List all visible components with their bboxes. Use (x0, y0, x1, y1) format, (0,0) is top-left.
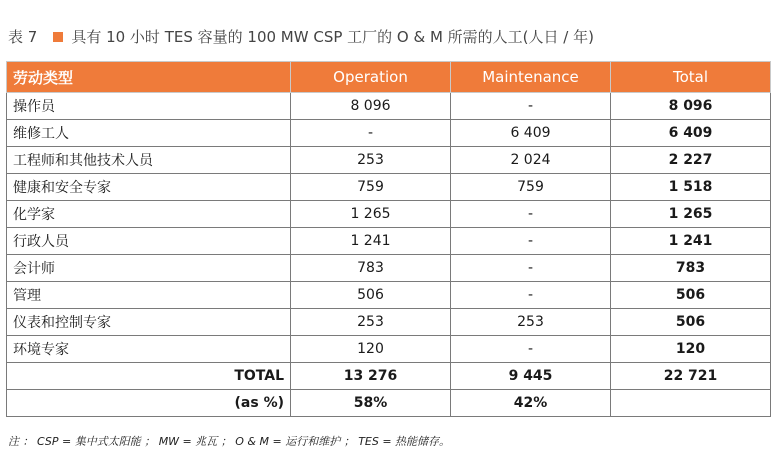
labour-type-cell: 工程师和其他技术人员 (7, 147, 291, 174)
labour-table (6, 61, 771, 417)
operation-cell: - (291, 120, 451, 147)
total-cell: 120 (611, 336, 771, 363)
maintenance-cell: - (451, 201, 611, 228)
table-row (7, 309, 771, 336)
header-total: Total (611, 62, 771, 93)
maintenance-cell: - (451, 282, 611, 309)
operation-total: 13 276 (291, 363, 451, 390)
maintenance-percent: 42% (451, 390, 611, 417)
table-row (7, 93, 771, 120)
table-row (7, 147, 771, 174)
operation-cell: 759 (291, 174, 451, 201)
header-operation: Operation (291, 62, 451, 93)
labour-type-cell: 环境专家 (7, 336, 291, 363)
total-cell: 1 265 (611, 201, 771, 228)
total-cell: 8 096 (611, 93, 771, 120)
total-cell: 2 227 (611, 147, 771, 174)
percent-label: (as %) (7, 390, 291, 417)
labour-type-cell: 操作员 (7, 93, 291, 120)
table-title: 具有 10 小时 TES 容量的 100 MW CSP 工厂的 O & M 所需的人工(人日 / 年) (71, 28, 594, 46)
grand-total: 22 721 (611, 363, 771, 390)
operation-cell: 783 (291, 255, 451, 282)
header-labour-type: 劳动类型 (7, 62, 291, 93)
table-row (7, 228, 771, 255)
table-row (7, 336, 771, 363)
operation-cell: 253 (291, 309, 451, 336)
maintenance-cell: 2 024 (451, 147, 611, 174)
total-cell: 783 (611, 255, 771, 282)
percent-row (7, 390, 771, 417)
footnote: 注 ： CSP = 集中式太阳能 ； MW = 兆瓦 ； O & M = 运行和维护 ； TES = 热能储存。 (8, 435, 451, 448)
total-cell: 506 (611, 282, 771, 309)
maintenance-cell: - (451, 93, 611, 120)
total-cell: 1 241 (611, 228, 771, 255)
table-row (7, 282, 771, 309)
maintenance-cell: 6 409 (451, 120, 611, 147)
operation-cell: 253 (291, 147, 451, 174)
labour-type-cell: 行政人员 (7, 228, 291, 255)
table-number: 表 7 (8, 28, 38, 46)
table-row (7, 201, 771, 228)
total-row (7, 363, 771, 390)
operation-cell: 506 (291, 282, 451, 309)
labour-type-cell: 化学家 (7, 201, 291, 228)
operation-cell: 1 241 (291, 228, 451, 255)
maintenance-cell: - (451, 228, 611, 255)
header-maintenance: Maintenance (451, 62, 611, 93)
operation-percent: 58% (291, 390, 451, 417)
total-label: TOTAL (7, 363, 291, 390)
table-row (7, 120, 771, 147)
labour-type-cell: 仪表和控制专家 (7, 309, 291, 336)
labour-type-cell: 健康和安全专家 (7, 174, 291, 201)
labour-type-cell: 维修工人 (7, 120, 291, 147)
operation-cell: 8 096 (291, 93, 451, 120)
maintenance-total: 9 445 (451, 363, 611, 390)
labour-type-cell: 管理 (7, 282, 291, 309)
total-cell: 6 409 (611, 120, 771, 147)
total-cell: 1 518 (611, 174, 771, 201)
operation-cell: 120 (291, 336, 451, 363)
labour-type-cell: 会计师 (7, 255, 291, 282)
table-caption (8, 26, 594, 47)
maintenance-cell: 253 (451, 309, 611, 336)
operation-cell: 1 265 (291, 201, 451, 228)
header-row (7, 62, 771, 93)
total-percent (611, 390, 771, 417)
maintenance-cell: - (451, 255, 611, 282)
table-row (7, 174, 771, 201)
orange-square-icon (53, 32, 63, 42)
maintenance-cell: - (451, 336, 611, 363)
maintenance-cell: 759 (451, 174, 611, 201)
table-row (7, 255, 771, 282)
total-cell: 506 (611, 309, 771, 336)
